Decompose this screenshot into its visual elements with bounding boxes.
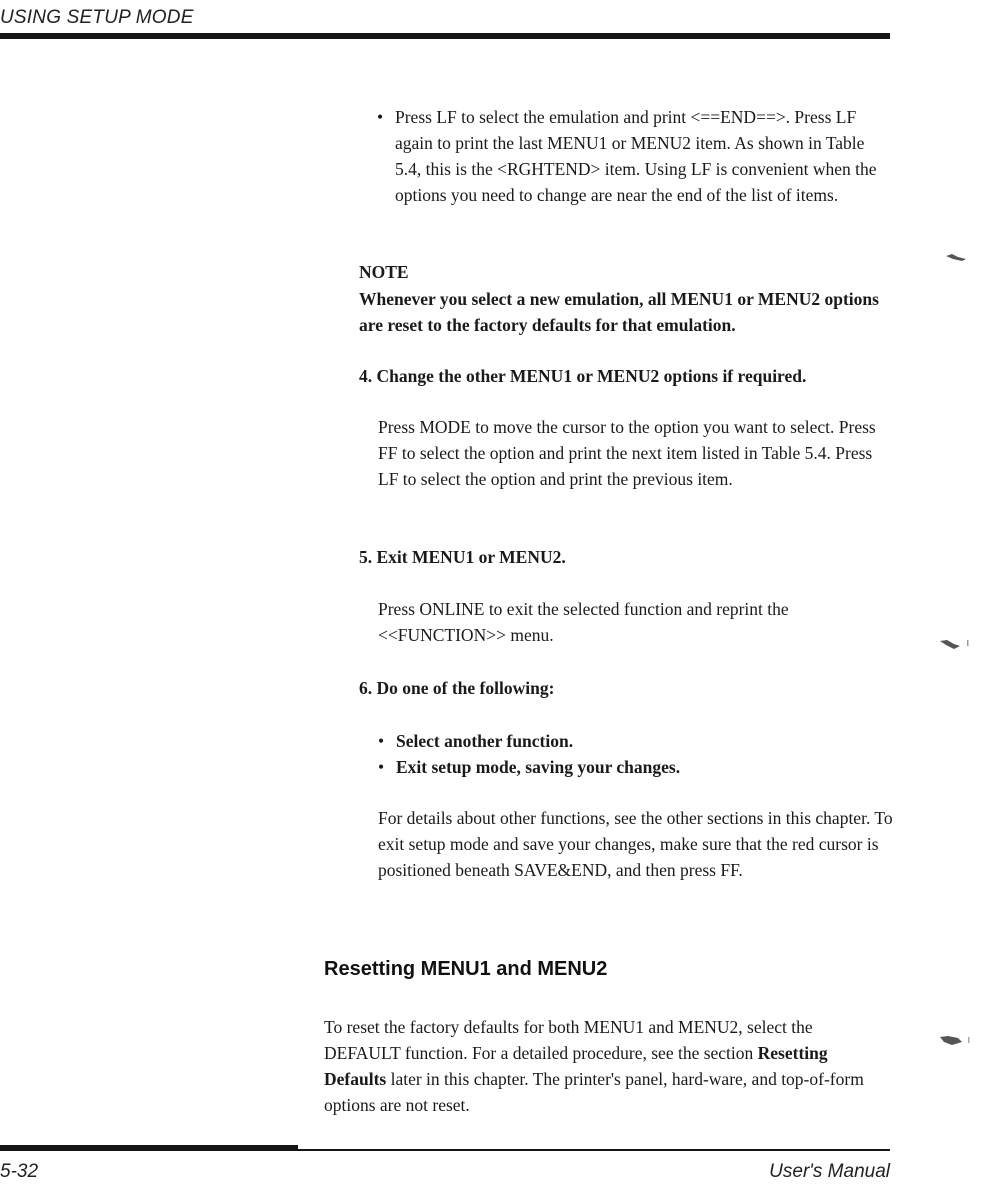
- step-6-heading: 6. Do one of the following:: [359, 678, 555, 698]
- step-6-body: For details about other functions, see the other sections in this chapter. To exit setup mode and save your changes, make sure that the red cursor is positioned beneath SAVE&END, and then press FF.: [378, 808, 893, 880]
- header-rule: [0, 33, 890, 39]
- step-4-heading: 4. Change the other MENU1 or MENU2 options if required.: [359, 366, 807, 386]
- footer-rule-thin: [298, 1149, 890, 1151]
- page-number: 5-32: [0, 1161, 39, 1182]
- section-body: [324, 1014, 879, 1118]
- section-heading: Resetting MENU1 and MENU2: [324, 958, 608, 980]
- section-reference-link-text: Resetting Defaults: [324, 1043, 828, 1089]
- footer-rule-thick: [0, 1145, 298, 1151]
- section-body-text: later in this chapter. The printer's panel, hard-ware, and top-of-form options are not reset.: [324, 1069, 864, 1115]
- bullet-marker: •: [377, 107, 384, 127]
- step-4-body: Press MODE to move the cursor to the option you want to select. Press FF to select the option and print the next item listed in Table 5.4. Press LF to select the option and print the previous item.: [378, 417, 876, 489]
- section-body-text: To reset the factory defaults for both MENU1 and MENU2, select the DEFAULT function. For a detailed procedure, see the section: [324, 1017, 813, 1063]
- note-title: NOTE: [359, 262, 409, 282]
- list-item-text: Exit setup mode, saving your changes.: [396, 757, 681, 777]
- note-body: Whenever you select a new emulation, all MENU1 or MENU2 options are reset to the factory defaults for that emulation.: [359, 289, 879, 335]
- scan-speck: [944, 250, 970, 264]
- step-5-body: Press ONLINE to exit the selected function and reprint the <<FUNCTION>> menu.: [378, 599, 789, 645]
- scan-speck: [938, 636, 972, 652]
- bullet-marker: •: [378, 757, 385, 777]
- bullet-lf-text: Press LF to select the emulation and print <==END==>. Press LF again to print the last MENU1 or MENU2 item. As shown in Table 5.4, this is the <RGHTEND> item. Using LF is convenient when the options you need to change are near the end of the list of items.: [395, 107, 877, 205]
- running-header: USING SETUP MODE: [0, 7, 194, 28]
- list-item: [378, 728, 573, 754]
- list-item-text: Select another function.: [396, 731, 574, 751]
- footer-manual-title: User's Manual: [769, 1161, 890, 1182]
- list-item: [378, 754, 680, 780]
- step-5-heading: 5. Exit MENU1 or MENU2.: [359, 547, 566, 567]
- bullet-marker: •: [378, 731, 385, 751]
- scan-speck: [938, 1032, 974, 1048]
